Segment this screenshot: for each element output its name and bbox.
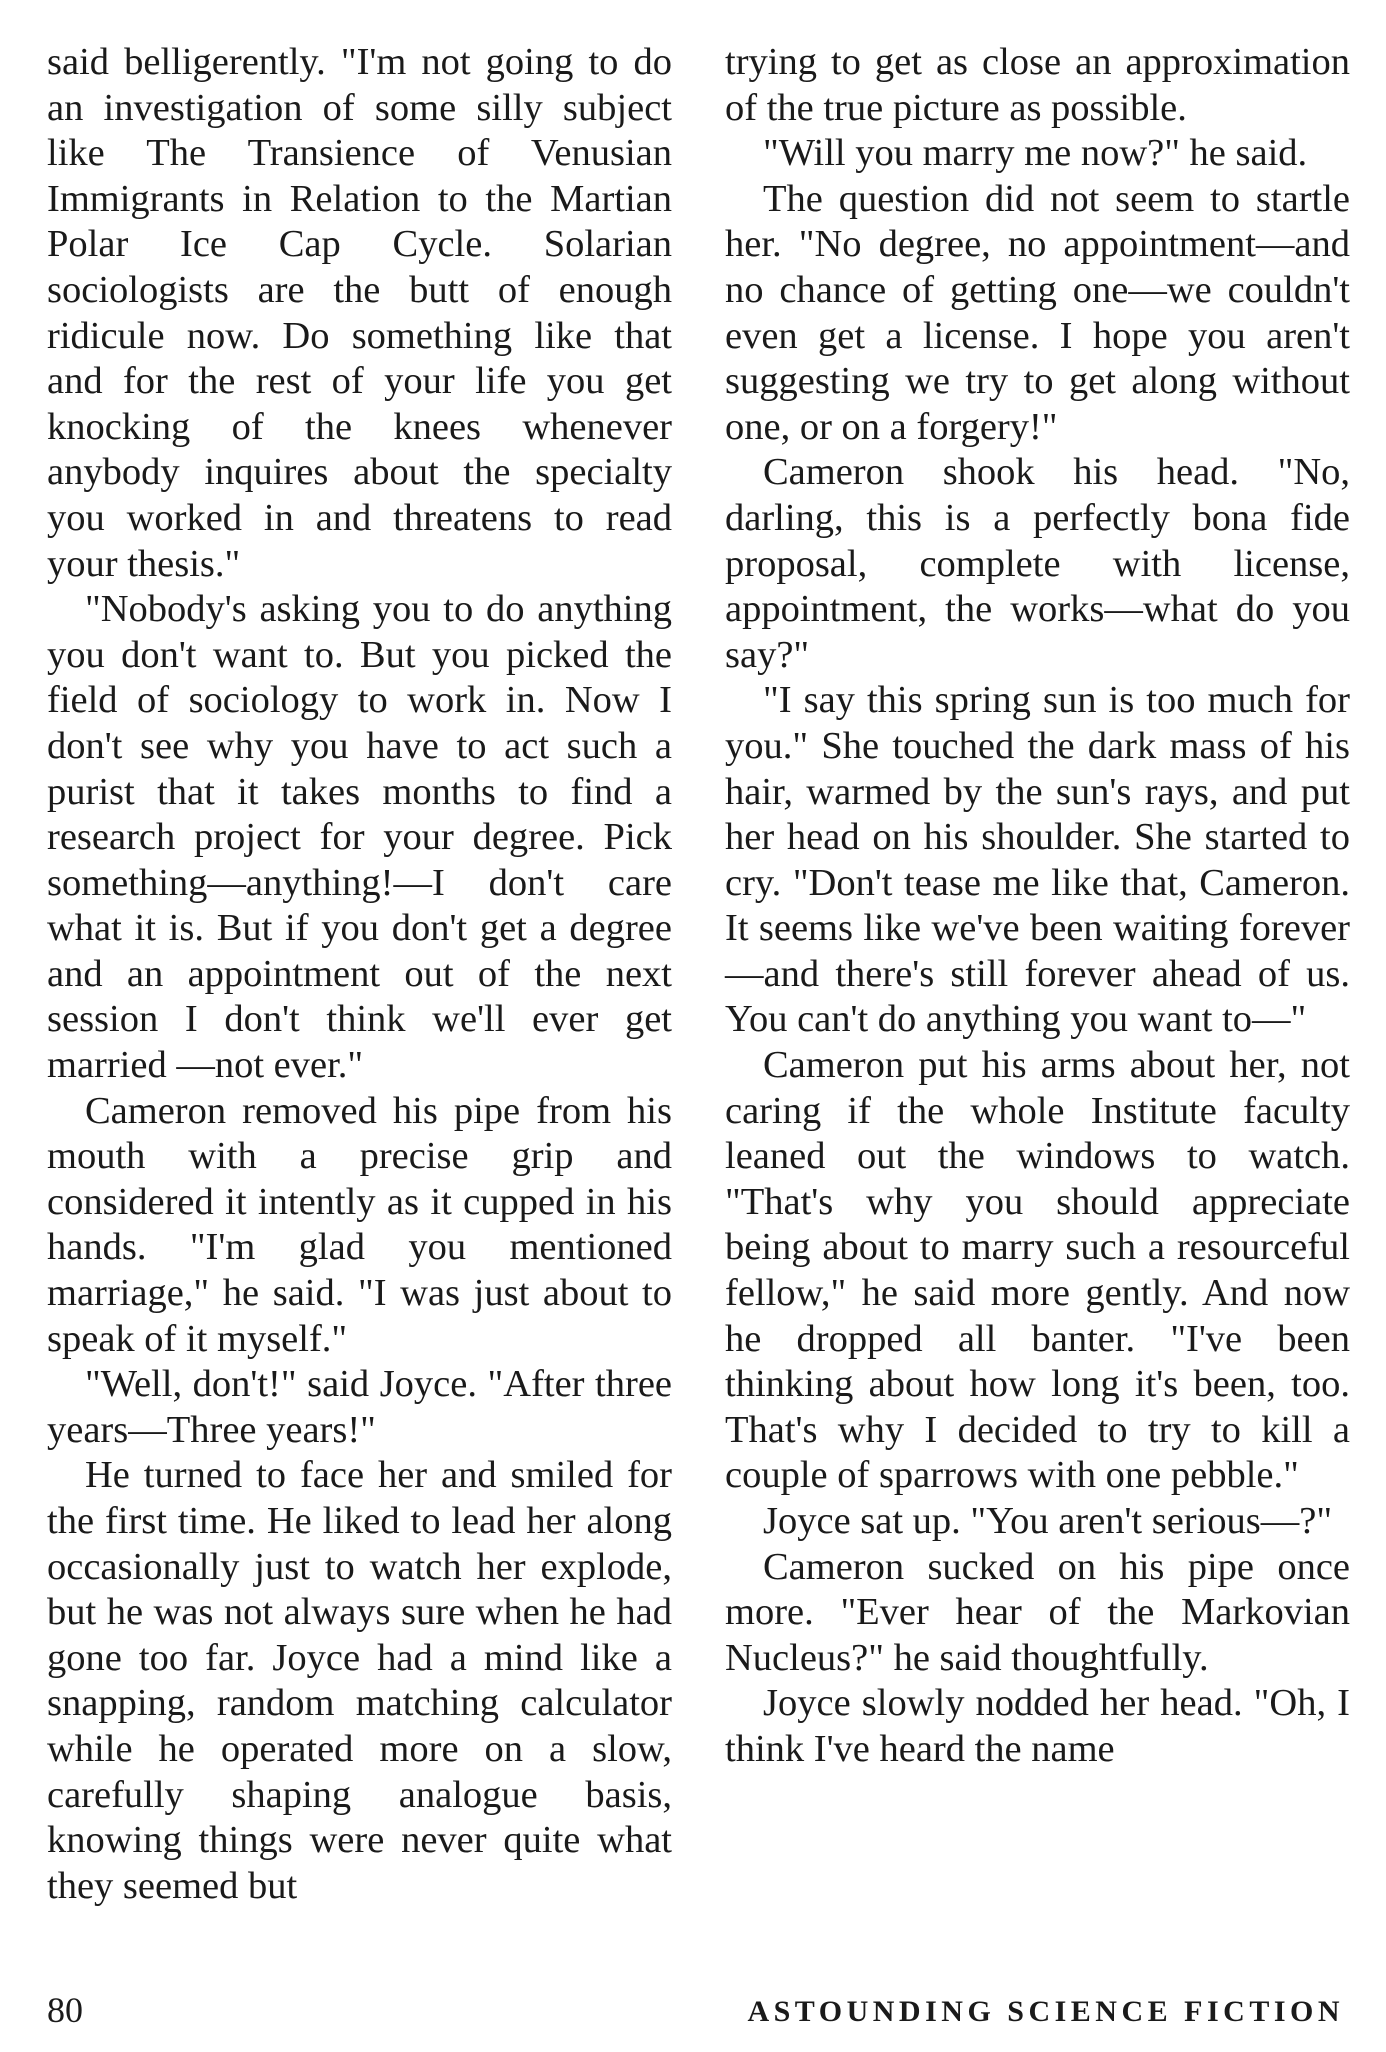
running-footer-title: ASTOUNDING SCIENCE FICTION	[747, 1995, 1344, 2028]
paragraph: Joyce slowly nodded her head. "Oh, I think I've heard the name	[725, 1682, 1350, 1770]
paragraph: Cameron put his arms about her, not caring if the whole Institute faculty leaned out the windows to watch. "That's why you should appreciate being about to marry such a resourceful fellow," he said more gently. And now he dropped all banter. "I've been thinking about how long it's been, too. That's why I decided to try to kill a couple of sparrows with one pebble."	[725, 1044, 1350, 1497]
paragraph: "Will you marry me now?" he said.	[763, 132, 1308, 175]
paragraph: trying to get as close an approximation of the true picture as possible.	[725, 41, 1350, 129]
paragraph: He turned to face her and smiled for the first time. He liked to lead her along occasionally just to watch her explode, but he was not always sure when he had gone too far. Joyce had a mind like a snapping, random matching calculator while he operated more on a slow, carefully shaping analogue basis, knowing things were never quite what they seemed but	[47, 1454, 672, 1907]
paragraph: Cameron sucked on his pipe once more. "Ever hear of the Markovian Nucleus?" he said thoughtfully.	[725, 1545, 1350, 1679]
page-number: 80	[47, 1990, 83, 2030]
paragraph: "Well, don't!" said Joyce. "After three years—Three years!"	[47, 1363, 672, 1451]
paragraph: Joyce sat up. "You aren't serious—?"	[763, 1500, 1333, 1542]
paragraph: said belligerently. "I'm not going to do an investigation of some silly subject like The Transience of Venusian Immigrants in Relation to the Martian Polar Ice Cap Cycle. Solarian sociologists are the butt of enough ridicule now. Do something like that and for the rest of your life you get knocking of the knees whenever anybody inquires about the specialty you worked in and threatens to read your thesis."	[47, 41, 672, 585]
paragraph: "I say this spring sun is too much for you." She touched the dark mass of his hair, warmed by the sun's rays, and put her head on his shoulder. She started to cry. "Don't tease me like that, Cameron. It seems like we've been waiting forever—and there's still forever ahead of us. You can't do anything you want to—"	[725, 679, 1350, 1041]
paragraph: The question did not seem to startle her. "No degree, no appointment—and no chance of getting one—we couldn't even get a license. I hope you aren't suggesting we try to get along without one, or on a forgery!"	[725, 177, 1350, 448]
paragraph: Cameron shook his head. "No, darling, this is a perfectly bona fide proposal, complete with license, appointment, the works—what do you say?"	[725, 451, 1350, 676]
paragraph: "Nobody's asking you to do anything you don't want to. But you picked the field of sociology to work in. Now I don't see why you have to act such a purist that it takes months to find a research project for your degree. Pick something—anything!—I don't care what it is. But if you don't get a degree and an appointment out of the next session I don't think we'll ever get married —not ever."	[47, 588, 672, 1087]
right-column	[725, 40, 1350, 1773]
paragraph: Cameron removed his pipe from his mouth with a precise grip and considered it intently as it cupped in his hands. "I'm glad you mentioned marriage," he said. "I was just about to speak of it myself."	[47, 1089, 672, 1360]
left-column	[47, 40, 672, 1909]
